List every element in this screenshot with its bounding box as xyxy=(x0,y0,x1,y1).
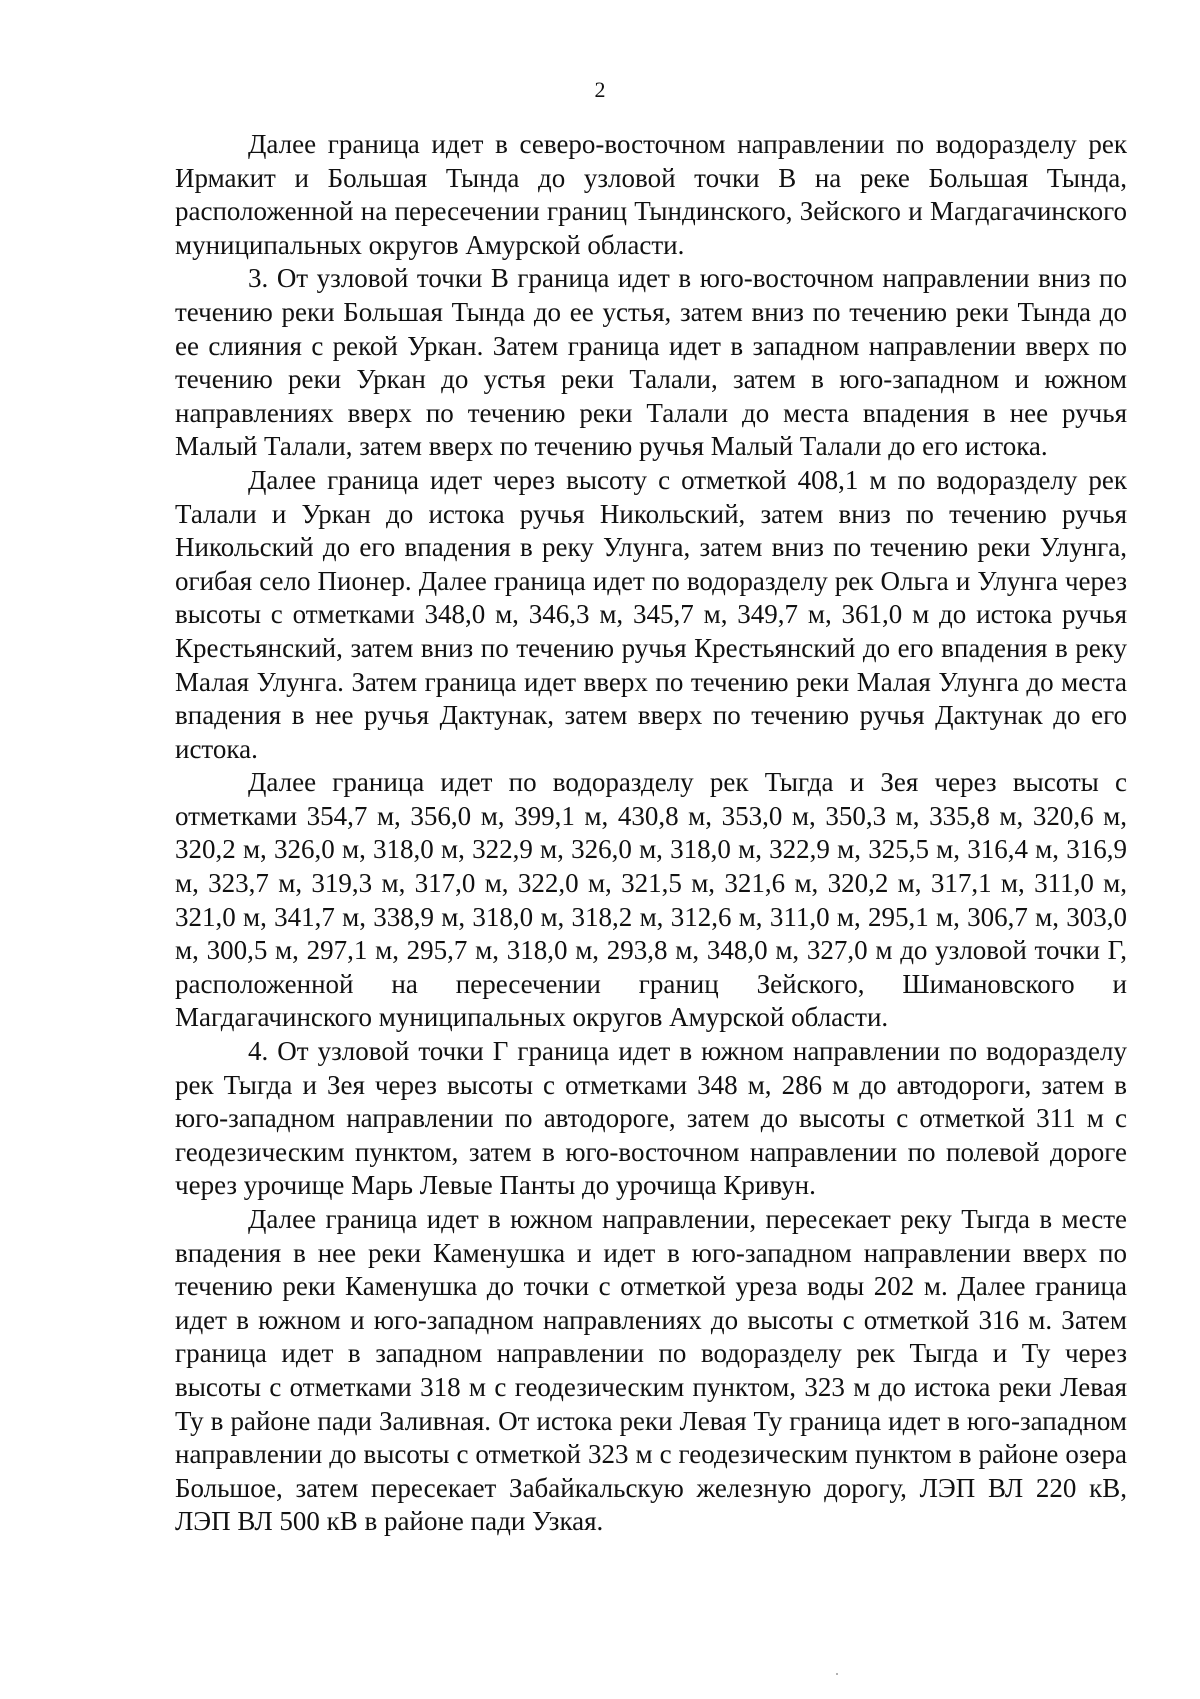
paragraph-section-3-continuation-1: Далее граница идет через высоту с отметкой 408,1 м по водоразделу рек Талали и Уркан до истока ручья Никольский, затем вниз по течению ручья Никольский до его впадения в реку Улунга, затем вниз по течению реки Улунга, огибая село Пионер. Далее граница идет по водоразделу рек Ольга и Улунга через высоты с отметками 348,0 м, 346,3 м, 345,7 м, 349,7 м, 361,0 м до истока ручья Крестьянский, затем вниз по течению ручья Крестьянский до его впадения в реку Малая Улунга. Затем граница идет вверх по течению реки Малая Улунга до места впадения в нее ручья Дактунак, затем вверх по течению ручья Дактунак до его истока. xyxy=(175,464,1127,764)
page-number: 2 xyxy=(594,77,606,102)
paragraph-section-3-continuation-2: Далее граница идет по водоразделу рек Тыгда и Зея через высоты с отметками 354,7 м, 356,0 м, 399,1 м, 430,8 м, 353,0 м, 350,3 м, 335,8 м, 320,6 м, 320,2 м, 326,0 м, 318,0 м, 322,9 м, 326,0 м, 318,0 м, 322,9 м, 325,5 м, 316,4 м, 316,9 м, 323,7 м, 319,3 м, 317,0 м, 322,0 м, 321,5 м, 321,6 м, 320,2 м, 317,1 м, 311,0 м, 321,0 м, 341,7 м, 338,9 м, 318,0 м, 318,2 м, 312,6 м, 311,0 м, 295,1 м, 306,7 м, 303,0 м, 300,5 м, 297,1 м, 295,7 м, 318,0 м, 293,8 м, 348,0 м, 327,0 м до узловой точки Г, расположенной на пересечении границ Зейского, Шимановского и Магдагачинского муниципальных округов Амурской области. xyxy=(175,767,1127,1033)
document-body xyxy=(175,128,1127,1539)
paragraph-section-4: 4. От узловой точки Г граница идет в южном направлении по водоразделу рек Тыгда и Зея через высоты с отметками 348 м, 286 м до автодороги, затем в юго-западном направлении по автодороге, затем до высоты с отметкой 311 м с геодезическим пунктом, затем в юго-восточном направлении по полевой дороге через урочище Марь Левые Панты до урочища Кривун. xyxy=(175,1036,1127,1201)
paragraph-boundary-continuation: Далее граница идет в северо-восточном направлении по водоразделу рек Ирмакит и Большая Тында до узловой точки В на реке Большая Тында, расположенной на пересечении границ Тындинского, Зейского и Магдагачинского муниципальных округов Амурской области. xyxy=(175,129,1127,260)
scan-speck xyxy=(836,1673,838,1675)
paragraph-section-4-continuation: Далее граница идет в южном направлении, пересекает реку Тыгда в месте впадения в нее реки Каменушка и идет в юго-западном направлении вверх по течению реки Каменушка до точки с отметкой уреза воды 202 м. Далее граница идет в южном и юго-западном направлениях до высоты с отметкой 316 м. Затем граница идет в западном направлении по водоразделу рек Тыгда и Ту через высоты с отметками 318 м с геодезическим пунктом, 323 м до истока реки Левая Ту в районе пади Заливная. От истока реки Левая Ту граница идет в юго-западном направлении до высоты с отметкой 323 м с геодезическим пунктом в районе озера Большое, затем пересекает Забайкальскую железную дорогу, ЛЭП ВЛ 220 кВ, ЛЭП ВЛ 500 кВ в районе пади Узкая. xyxy=(175,1204,1127,1537)
paragraph-section-3: 3. От узловой точки В граница идет в юго-восточном направлении вниз по течению реки Большая Тында до ее устья, затем вниз по течению реки Тында до ее слияния с рекой Уркан. Затем граница идет в западном направлении вверх по течению реки Уркан до устья реки Талали, затем в юго-западном и южном направлениях вверх по течению реки Талали до места впадения в нее ручья Малый Талали, затем вверх по течению ручья Малый Талали до его истока. xyxy=(175,263,1127,462)
